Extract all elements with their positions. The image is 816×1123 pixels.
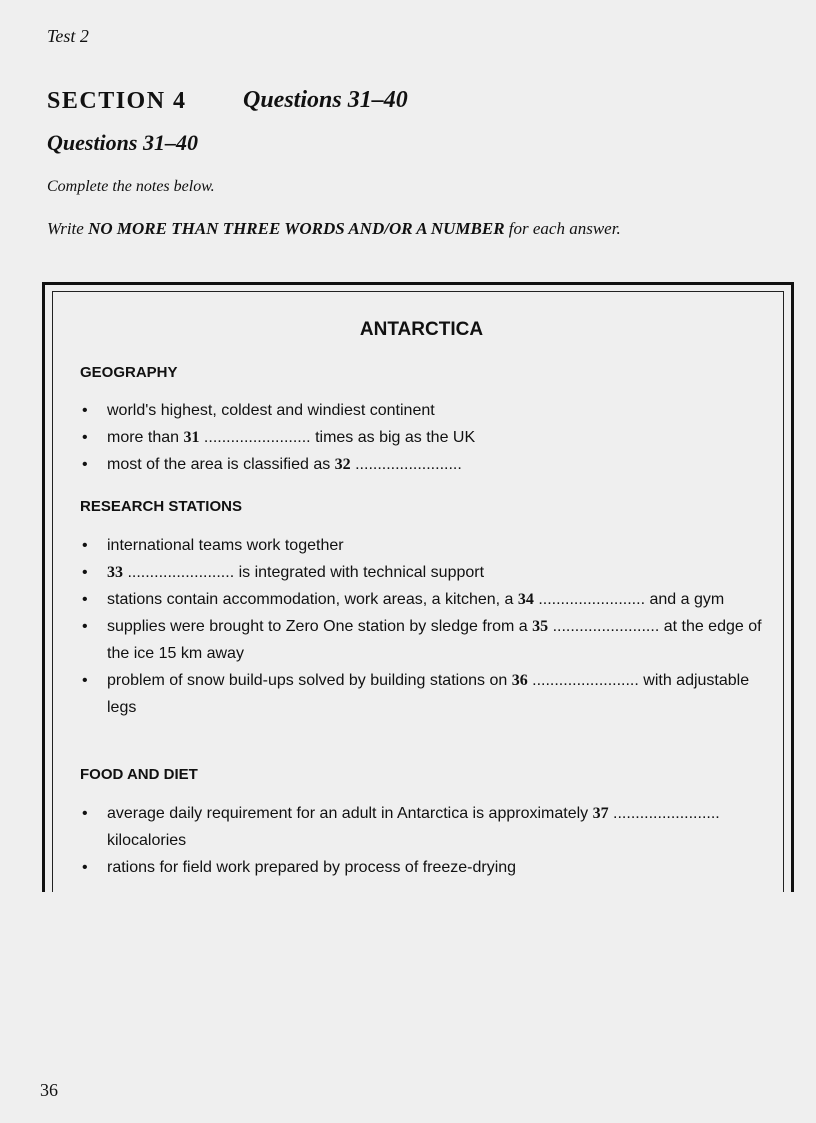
instruction-write-emphasis: NO MORE THAN THREE WORDS AND/OR A NUMBER [88,219,505,238]
heading-food-and-diet: FOOD AND DIET [80,766,198,783]
question-number-35: 35 [532,618,549,635]
bullet-text: average daily requirement for an adult in Antarctica is approximately [107,805,593,822]
bullet-text: more than [107,429,184,446]
answer-blank-36: ........................ with adjustable legs [107,672,750,716]
heading-research-stations: RESEARCH STATIONS [80,498,242,515]
list-item [80,800,763,854]
list-item [80,532,763,559]
question-number-31: 31 [183,429,200,446]
instruction-write-prefix: Write [47,219,89,238]
answer-blank-35: ........................ at the edge of the ice 15 km away [107,618,762,662]
questions-subtitle: Questions 31–40 [47,130,198,155]
instruction-complete: Complete the notes below. [47,178,215,195]
bullet-text: problem of snow build-ups solved by building stations on [107,672,512,689]
bullet-text: rations for field work prepared by process of freeze-drying [107,859,517,876]
research-list [80,532,763,721]
notes-box [42,282,794,892]
list-item [80,424,763,451]
notes-title: ANTARCTICA [359,319,484,340]
answer-blank-33: ........................ is integrated with technical support [123,564,485,581]
answer-blank-31: ........................ times as big as the UK [199,429,476,446]
bullet-text: international teams work together [107,537,344,554]
bullet-text: supplies were brought to Zero One station by sledge from a [107,618,533,635]
section-questions: Questions 31–40 [243,87,408,113]
page-number: 36 [40,1080,58,1100]
answer-blank-32: ........................ [350,456,462,473]
list-item [80,586,763,613]
geography-list [80,397,763,478]
list-item [80,667,763,721]
notes-box-inner-border [52,291,784,892]
food-list [80,800,763,881]
list-item [80,613,763,667]
list-item [80,559,763,586]
question-number-33: 33 [107,564,123,581]
question-number-37: 37 [592,805,609,822]
answer-blank-37: ........................ kilocalories [107,805,720,849]
list-item [80,397,763,424]
heading-geography: GEOGRAPHY [80,364,178,381]
instruction-write [47,219,621,239]
bullet-text: stations contain accommodation, work areas, a kitchen, a [107,591,518,608]
bullet-text: most of the area is classified as [107,456,335,473]
list-item [80,854,763,881]
question-number-34: 34 [517,591,534,608]
instruction-write-suffix: for each answer. [504,219,621,238]
question-number-36: 36 [511,672,528,689]
list-item [80,451,763,478]
section-title: SECTION 4 [47,88,187,114]
question-number-32: 32 [334,456,351,473]
test-label: Test 2 [47,26,89,46]
answer-blank-34: ........................ and a gym [533,591,725,608]
bullet-text: world's highest, coldest and windiest continent [107,402,435,419]
